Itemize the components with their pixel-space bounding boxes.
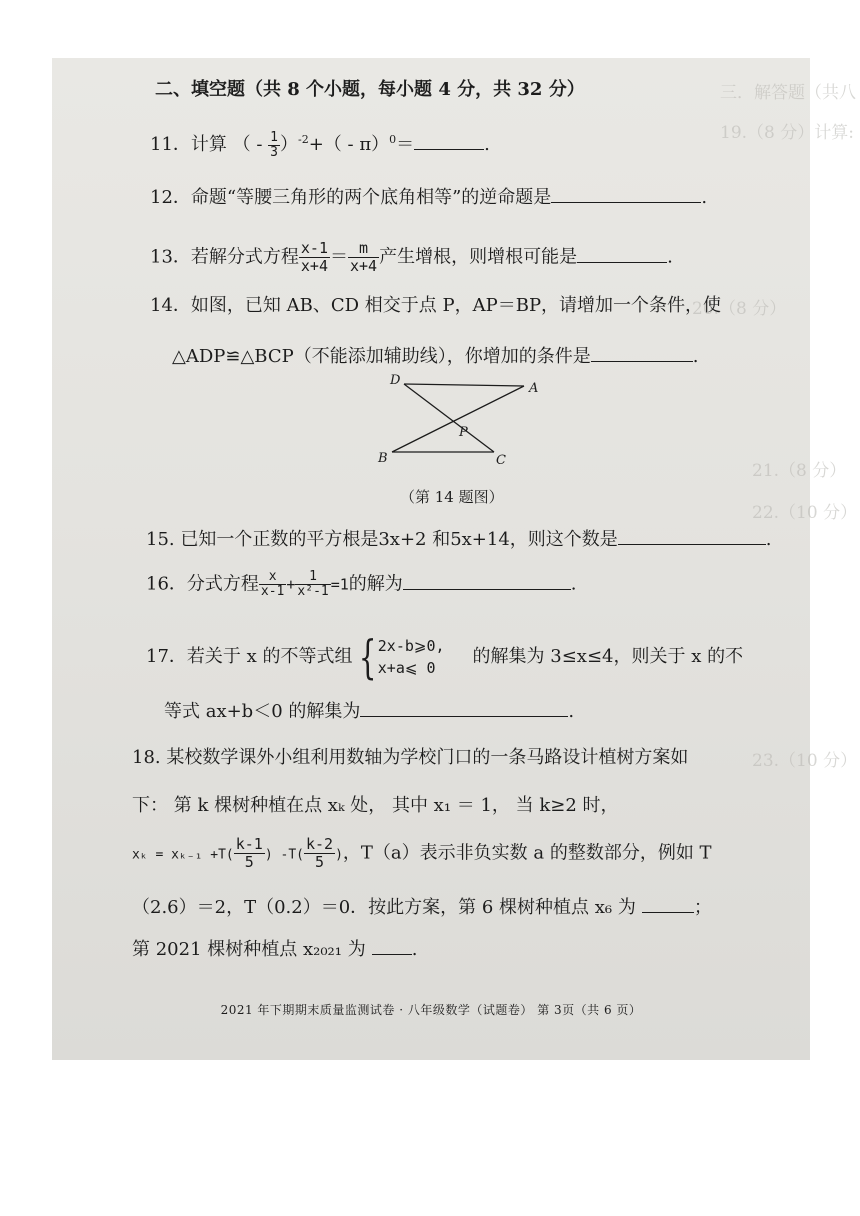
q13-frac1-num: x-1	[300, 239, 328, 257]
bleed-through-text: 20.（8 分）	[692, 299, 787, 319]
q16-fraction-1	[259, 570, 286, 599]
q18-line4-text: （2.6）＝2，T（0.2）＝0．按此方案，第 6 棵树种植点 x₆ 为	[132, 897, 636, 918]
q18-frac2-num: k-2	[305, 835, 334, 853]
q16-frac2-num: 1	[295, 570, 330, 585]
q18-x6-answer-blank[interactable]	[642, 894, 694, 913]
q14-line2-text: △ADP≌△BCP（不能添加辅助线），你增加的条件是	[172, 346, 591, 367]
q18-line4-end: ；	[693, 897, 712, 918]
bleed-through-text: 22.（10 分）	[752, 503, 858, 523]
q13-equals: ＝	[330, 246, 348, 268]
label-A: A	[529, 381, 539, 396]
q14-answer-blank[interactable]	[591, 343, 693, 362]
question-17-line-2	[164, 698, 574, 724]
q13-fraction-1	[299, 240, 330, 275]
question-16	[146, 570, 577, 599]
segment-DA	[404, 384, 524, 386]
q11-exponent: -2	[298, 133, 309, 146]
q11-frac-den: 3	[270, 144, 278, 160]
label-B: B	[378, 451, 388, 466]
q12-answer-blank[interactable]	[551, 184, 701, 203]
q15-end: .	[765, 529, 772, 550]
q18-line5-text: 第 2021 棵树种植点 x₂₀₂₁ 为	[132, 939, 366, 960]
q12-end: .	[701, 187, 708, 208]
q13-prefix: 13．若解分式方程	[150, 246, 299, 268]
q18-frac1-num: k-1	[235, 835, 263, 853]
q13-answer-blank[interactable]	[577, 244, 667, 263]
q13-frac1-den: x+4	[300, 257, 328, 275]
q16-suffix: 的解为	[348, 573, 403, 595]
bleed-through-text: 三．解答题（共八	[720, 83, 856, 103]
q13-fraction-2	[348, 240, 379, 275]
bleed-through-text: 23.（10 分）	[752, 751, 858, 771]
q16-equals-one: =1	[330, 575, 349, 594]
q18-line3-rest: ，T（a）表示非负实数 a 的整数部分，例如 T	[342, 842, 712, 864]
question-14-line-2	[172, 343, 699, 369]
q11-paren-close: ）	[280, 134, 298, 155]
q18-line5-end: .	[411, 939, 418, 960]
q17-inequality-1: 2x-b⩾0,	[377, 637, 445, 655]
question-12	[150, 184, 707, 210]
section-title: 二、填空题（共 8 个小题，每小题 4 分，共 32 分）	[155, 79, 585, 100]
q14-figure-caption: （第 14 题图）	[400, 488, 504, 506]
q11-paren: （ -	[232, 134, 269, 155]
q14-geometry-figure	[372, 370, 552, 470]
q18-frac1-den: 5	[244, 853, 254, 871]
q12-text: 12．命题“等腰三角形的两个底角相等”的逆命题是	[150, 187, 552, 208]
segment-DC	[404, 384, 494, 452]
question-18-line-5	[132, 936, 417, 962]
page-footer: 2021 年下期期末质量监测试卷 · 八年级数学（试题卷） 第 3页（共 6 页）	[220, 1003, 642, 1017]
q18-frac2-den: 5	[315, 853, 325, 871]
q13-suffix: 产生增根，则增根可能是	[379, 246, 578, 268]
exam-page-photo	[52, 58, 858, 1060]
q11-exponent-2: 0	[389, 133, 397, 146]
q16-frac2-den: x²-1	[297, 584, 329, 599]
q16-fraction-2	[295, 570, 330, 599]
q16-frac1-num: x	[259, 570, 286, 585]
q11-prefix: 11．计算	[150, 134, 233, 155]
question-17	[146, 630, 744, 684]
q15-answer-blank[interactable]	[618, 526, 766, 545]
q18-fraction-1	[234, 836, 265, 871]
question-13	[150, 240, 673, 275]
question-18-line-3	[132, 836, 712, 871]
q17-end: .	[568, 701, 575, 722]
question-18-line-1: 18. 某校数学课外小组利用数轴为学校门口的一条马路设计植树方案如	[132, 747, 689, 768]
q18-fraction-2	[304, 836, 335, 871]
q17-inequality-2: x+a⩽ 0	[377, 659, 436, 677]
question-18-line-2: 下： 第 k 棵树种植在点 xₖ 处， 其中 x₁ ＝ 1， 当 k≥2 时，	[132, 795, 619, 816]
question-11	[150, 128, 490, 160]
q16-prefix: 16．分式方程	[146, 573, 259, 595]
q16-plus: +	[286, 575, 296, 594]
q18-formula-mid: ) -T(	[264, 847, 304, 863]
q16-frac1-den: x-1	[260, 584, 285, 599]
bleed-through-text: 19.（8 分）计算:	[720, 123, 854, 143]
segment-AB	[392, 386, 524, 452]
q11-end: .	[484, 134, 490, 155]
q17-suffix: 的解集为 3≤x≤4，则关于 x 的不	[472, 646, 744, 667]
q16-end: .	[570, 573, 577, 595]
label-P: P	[459, 425, 468, 440]
q18-x2021-answer-blank[interactable]	[372, 936, 412, 955]
q16-answer-blank[interactable]	[403, 571, 571, 590]
q17-answer-blank[interactable]	[360, 698, 568, 717]
question-18-line-4	[132, 894, 712, 920]
q18-formula-lhs: xₖ = xₖ₋₁ +T(	[132, 847, 234, 863]
q11-middle: +（ - π）	[308, 134, 390, 155]
label-D: D	[390, 373, 401, 388]
q18-formula-end: )	[335, 847, 343, 863]
question-14-line-1: 14．如图，已知 AB、CD 相交于点 P，AP＝BP，请增加一个条件，使	[150, 295, 722, 316]
q17-inequality-system	[378, 635, 445, 679]
q11-answer-blank[interactable]	[414, 131, 484, 150]
q13-frac2-den: x+4	[350, 257, 378, 275]
label-C: C	[496, 453, 506, 468]
q11-equals: ＝	[396, 134, 415, 155]
bleed-through-text: 21.（8 分）	[752, 461, 847, 481]
q13-end: .	[667, 246, 673, 268]
q11-fraction	[268, 131, 280, 160]
q13-frac2-num: m	[348, 240, 379, 258]
q14-end: .	[692, 346, 699, 367]
q17-brace: {	[358, 630, 376, 684]
q17-line2-text: 等式 ax+b＜0 的解集为	[164, 701, 361, 722]
q15-text: 15. 已知一个正数的平方根是3x+2 和5x+14，则这个数是	[146, 529, 618, 550]
q17-prefix: 17．若关于 x 的不等式组	[146, 646, 353, 667]
question-15	[146, 526, 772, 552]
q11-frac-num: 1	[270, 129, 278, 145]
